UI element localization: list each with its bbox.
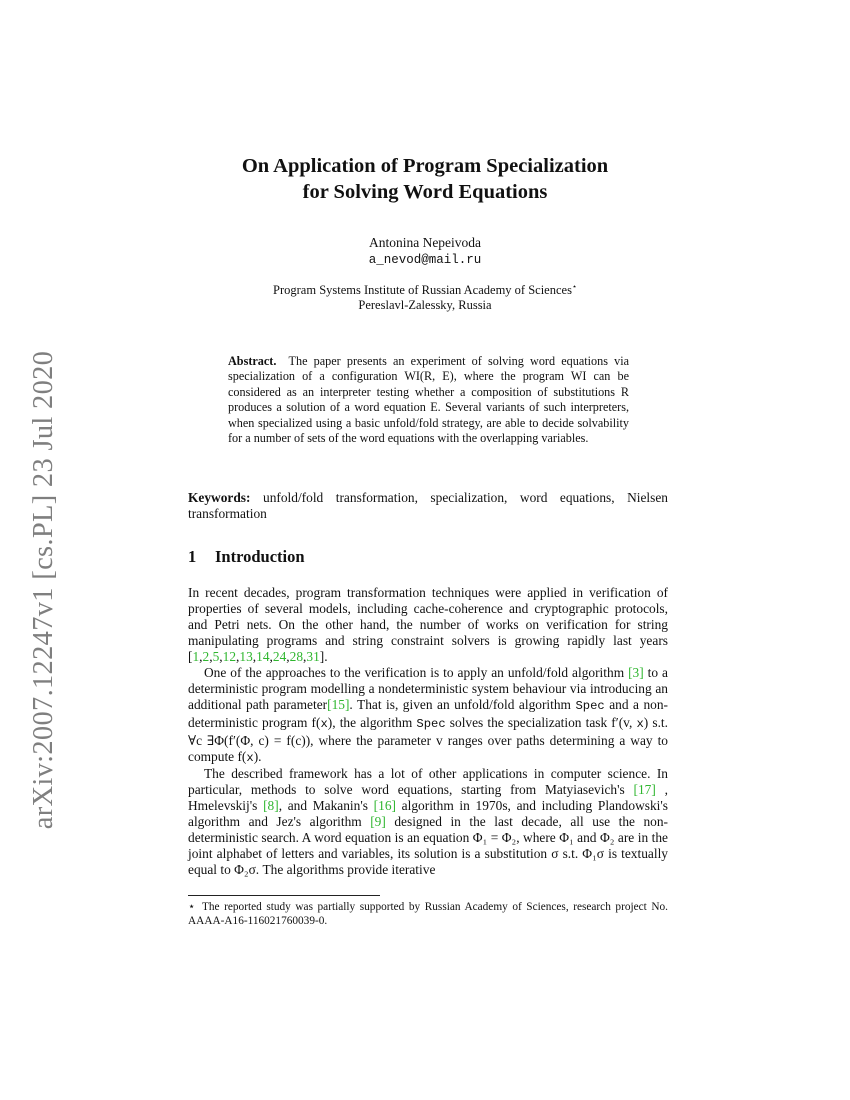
p3-text-d: algorithm in 1970s, and including Plandowski's algorithm and Jez's algorithm	[188, 798, 668, 830]
arxiv-side-stamp: arXiv:2007.12247v1 [cs.PL] 23 Jul 2020	[28, 350, 59, 830]
citation-link[interactable]: 13	[239, 648, 253, 664]
p1-cite-group: [1,2,5,12,13,14,24,28,31].	[188, 648, 328, 664]
p2-text-f: solves the specialization task f′(v,	[445, 714, 637, 730]
code-spec: Spec	[575, 698, 605, 713]
author-affiliation	[0, 282, 850, 298]
abstract	[228, 354, 629, 446]
p1-text: In recent decades, program transformation techniques were applied in verification of properties of several models, including cache-coherence and cryptographic protocols, and Petri nets. On the other hand, the number of works on verification for string manipulating programs and string constraint solvers is growing rapidly last years	[188, 585, 668, 648]
p3-text-a: The described framework has a lot of other applications in computer science. In particular, methods to solve word equations, starting from Matyiasevich's	[188, 766, 668, 798]
code-spec: Spec	[416, 716, 446, 731]
code-x: x	[320, 716, 328, 731]
code-x: x	[636, 716, 644, 731]
paragraph-3	[188, 766, 668, 878]
paper-title-line-1: On Application of Program Specialization	[241, 155, 609, 177]
p3-text-e: designed in the last decade, all use the non-deterministic search. A word equation is an equation Φ₁ = Φ₂, where Φ₁ and Φ₂ are in the joint alphabet of letters and variables, its solution is a substitution σ s.t. Φ₁σ is textually equal to Φ₂σ. The algorithms provide iterative	[188, 814, 669, 878]
p1-cite-close: ].	[319, 648, 328, 664]
author-name: Antonina Nepeivoda	[368, 235, 482, 250]
paragraph-2	[188, 665, 668, 767]
citation-link[interactable]: [17]	[633, 782, 656, 798]
p2-text-c: . That is, given an unfold/fold algorithm	[349, 696, 576, 712]
affiliation-mark: ⋆	[571, 282, 577, 291]
p2-text-h: ).	[253, 748, 262, 764]
citation-link[interactable]: 31	[306, 648, 320, 664]
citation-link[interactable]: [16]	[373, 798, 396, 814]
citation-link[interactable]: [15]	[327, 696, 350, 712]
footnote-rule	[188, 895, 380, 896]
p2-text-d: and a non-deterministic program f(	[188, 696, 668, 730]
p2-text-g: ) s.t. ∀c ∃Φ(f′(Φ, c) = f(c)), where the parameter v ranges over paths determining a way to compute f(	[188, 714, 668, 764]
p2-text-a: One of the approaches to the verification is to apply an unfold/fold algorithm	[204, 664, 629, 680]
abstract-text: The paper presents an experiment of solving word equations via specialization of a configuration WI(R, E), where the program WI can be considered as an interpreter testing whether a composition of substitutions R produces a solution of a word equation E. Several variants of such interpreters, when specialized using a basic unfold/fold strategy, are able to decide solvability for a number of sets of the word equations with the overlapping variables.	[228, 354, 629, 446]
footnote-mark: ⋆	[188, 901, 196, 913]
p3-text-c: , and Makanin's	[278, 798, 374, 814]
citation-link[interactable]: [9]	[370, 814, 386, 830]
p2-text-b: to a deterministic program modelling a nondeterministic system behaviour via introducing an additional path parameter	[188, 664, 668, 712]
footnote	[188, 900, 668, 928]
p1-cite-open: [	[188, 648, 193, 664]
citation-link[interactable]: 5	[212, 648, 220, 664]
affiliation-text: Program Systems Institute of Russian Academy of Sciences	[273, 283, 572, 298]
p3-text-b: , Hmelevskij's	[188, 782, 668, 814]
intro-body	[188, 585, 668, 878]
citation-link[interactable]: 28	[289, 648, 304, 664]
abstract-label: Abstract.	[228, 354, 277, 368]
citation-link[interactable]: 14	[256, 648, 270, 664]
author-location: Pereslavl-Zalessky, Russia	[358, 298, 492, 312]
section-heading	[188, 547, 305, 567]
citation-link[interactable]: 12	[222, 648, 237, 664]
citation-link[interactable]: [3]	[628, 664, 644, 680]
author-email: a_nevod@mail.ru	[368, 253, 482, 267]
p2-text-e: ), the algorithm	[327, 714, 417, 730]
citation-link[interactable]: 1	[192, 648, 200, 664]
citation-link[interactable]: 24	[272, 648, 287, 664]
footnote-text: The reported study was partially supported by Russian Academy of Sciences, research project No. AAAA-A16-116021760039-0.	[188, 901, 668, 927]
keywords-label: Keywords:	[188, 490, 251, 505]
keywords	[188, 490, 668, 522]
section-number: 1	[188, 547, 197, 566]
paragraph-1	[188, 585, 668, 665]
paper-title-line-2: for Solving Word Equations	[302, 181, 548, 203]
section-title: Introduction	[215, 547, 305, 566]
code-x: x	[246, 750, 254, 765]
keywords-text: unfold/fold transformation, specialization, word equations, Nielsen transformation	[188, 490, 668, 521]
citation-link[interactable]: 2	[202, 648, 210, 664]
citation-link[interactable]: [8]	[263, 798, 279, 814]
